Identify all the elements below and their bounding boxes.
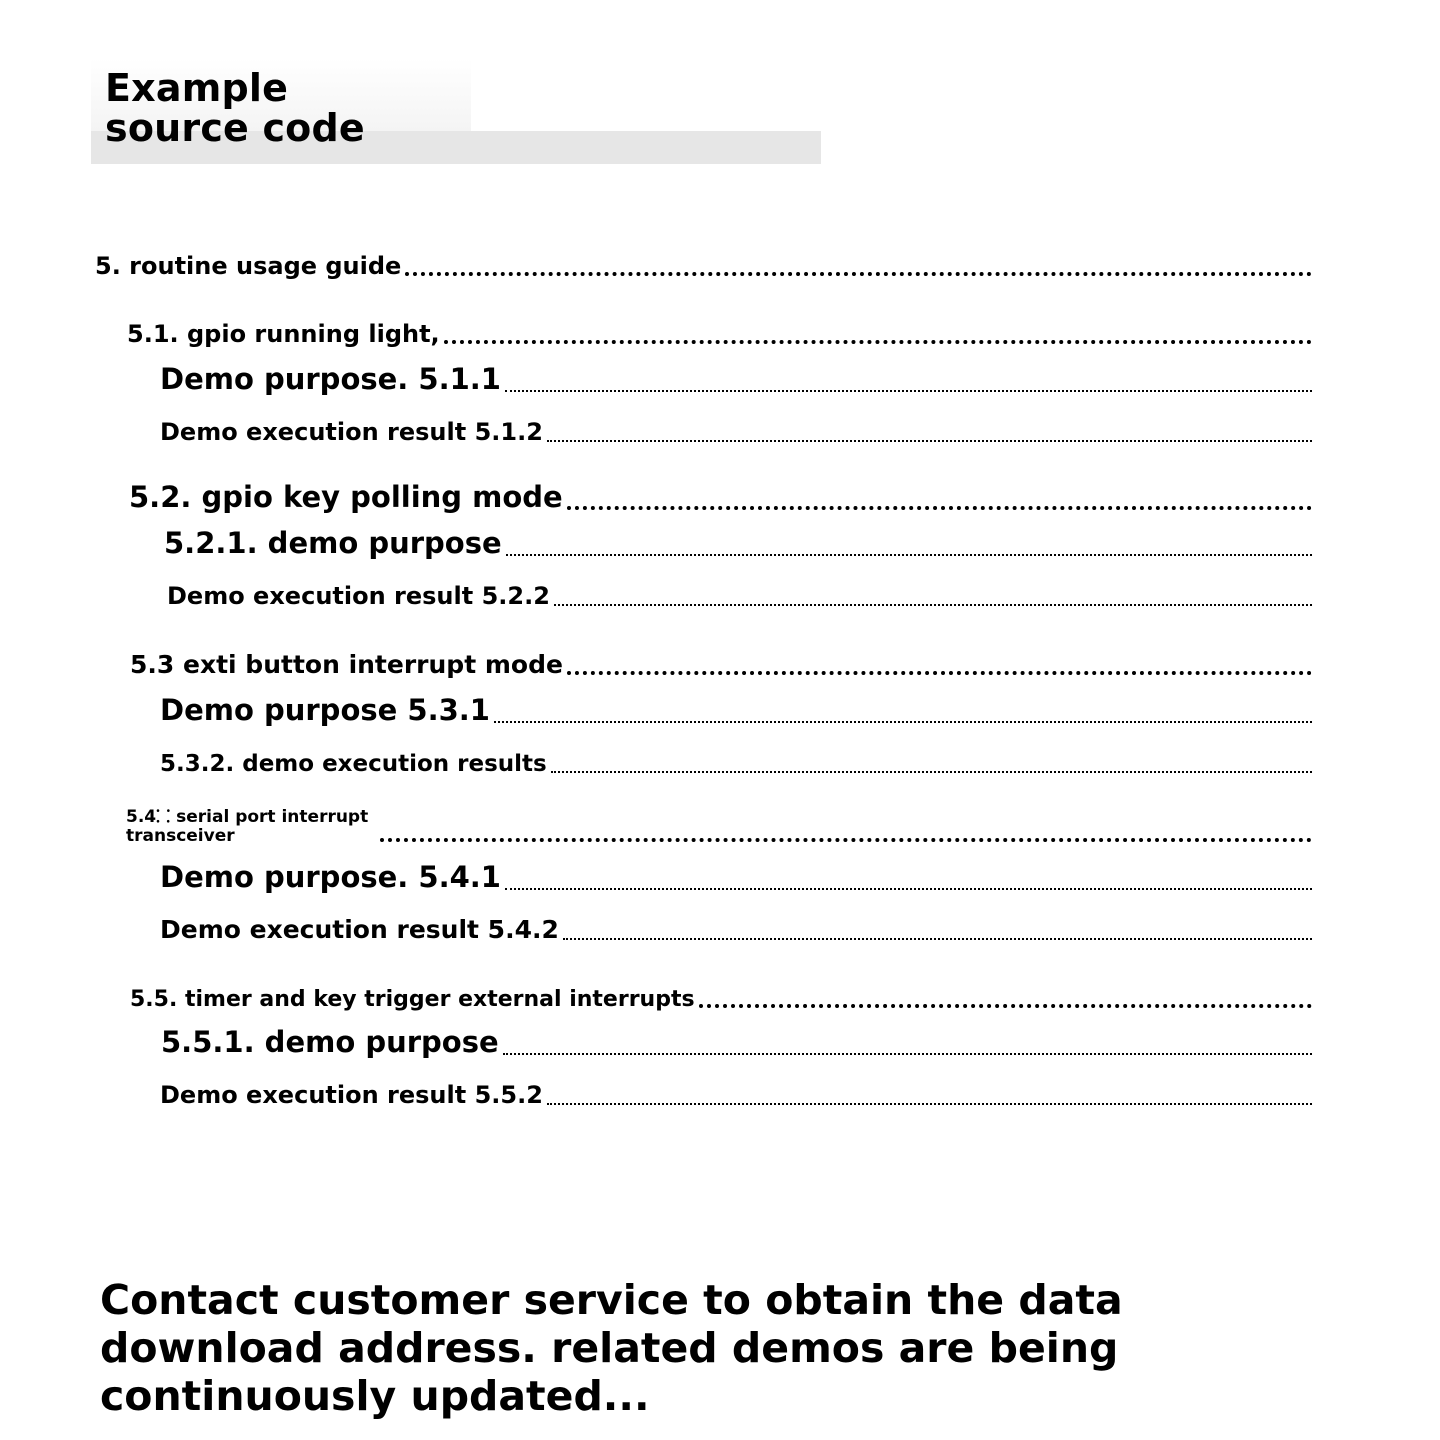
toc-dot-leader — [405, 272, 1312, 276]
toc-entry-5[interactable] — [95, 252, 1312, 280]
toc-entry-5-2-2[interactable] — [167, 582, 1312, 610]
toc-entry-5-1-1[interactable] — [160, 362, 1312, 396]
toc-entry-label: 5.5. timer and key trigger external interrupts — [130, 987, 695, 1012]
toc-entry-label: 5.2. gpio key polling mode — [129, 480, 563, 514]
toc-dot-leader — [505, 888, 1312, 890]
toc-entry-label: Demo execution result 5.1.2 — [160, 418, 543, 446]
toc-entry-5-4-2[interactable] — [160, 914, 1312, 944]
toc-entry-label: 5. routine usage guide — [95, 252, 402, 280]
toc-entry-5-3[interactable] — [130, 650, 1312, 679]
toc-dot-leader — [380, 838, 1312, 842]
toc-entry-label: Demo purpose 5.3.1 — [160, 693, 490, 727]
toc-dot-leader — [506, 554, 1312, 556]
toc-entry-5-1-2[interactable] — [160, 418, 1312, 446]
toc-entry-label: 5.3.2. demo execution results — [160, 751, 547, 777]
toc-entry-label: Demo execution result 5.4.2 — [160, 915, 559, 944]
toc-dot-leader — [563, 938, 1312, 940]
toc-entry-5-5-1[interactable] — [161, 1025, 1312, 1059]
toc-entry-label: 5.3 exti button interrupt mode — [130, 650, 563, 679]
toc-dot-leader — [554, 604, 1312, 606]
toc-entry-5-3-1[interactable] — [160, 693, 1312, 727]
toc-entry-label: 5.2.1. demo purpose — [164, 526, 502, 560]
toc-entry-label: 5.1. gpio running light, — [127, 320, 440, 348]
toc-dot-leader — [503, 1053, 1312, 1055]
section-heading: Example source code — [105, 66, 365, 150]
toc-entry-5-2[interactable] — [129, 482, 1312, 514]
toc-dot-leader — [547, 440, 1312, 442]
toc-dot-leader — [505, 390, 1312, 392]
toc-dot-leader — [444, 340, 1312, 344]
toc-dot-leader — [567, 671, 1312, 675]
toc-entry-label: Demo purpose. 5.4.1 — [160, 860, 501, 894]
toc-entry-label: Demo execution result 5.2.2 — [167, 582, 550, 610]
toc-dot-leader — [547, 1103, 1312, 1105]
toc-entry-5-3-2[interactable] — [160, 749, 1312, 777]
toc-entry-label: 5.4⸬ serial port interrupt transceiver — [126, 807, 369, 846]
toc-entry-5-1[interactable] — [127, 320, 1312, 348]
toc-dot-leader — [551, 771, 1312, 773]
toc-dot-leader — [494, 721, 1312, 723]
toc-entry-5-5[interactable] — [130, 984, 1312, 1012]
toc-entry-label: Demo purpose. 5.1.1 — [160, 362, 501, 396]
footer-note: Contact customer service to obtain the data download address. related demos are being continuously updated... — [100, 1276, 1123, 1420]
toc-entry-5-4-1[interactable] — [160, 860, 1312, 894]
toc-dot-leader — [699, 1004, 1312, 1008]
toc-entry-label: Demo execution result 5.5.2 — [160, 1081, 543, 1109]
toc-entry-label: 5.5.1. demo purpose — [161, 1025, 499, 1059]
toc-entry-5-5-2[interactable] — [160, 1081, 1312, 1109]
toc-entry-5-4[interactable] — [126, 807, 1312, 846]
toc-entry-5-2-1[interactable] — [164, 526, 1312, 560]
toc-dot-leader — [567, 506, 1312, 510]
